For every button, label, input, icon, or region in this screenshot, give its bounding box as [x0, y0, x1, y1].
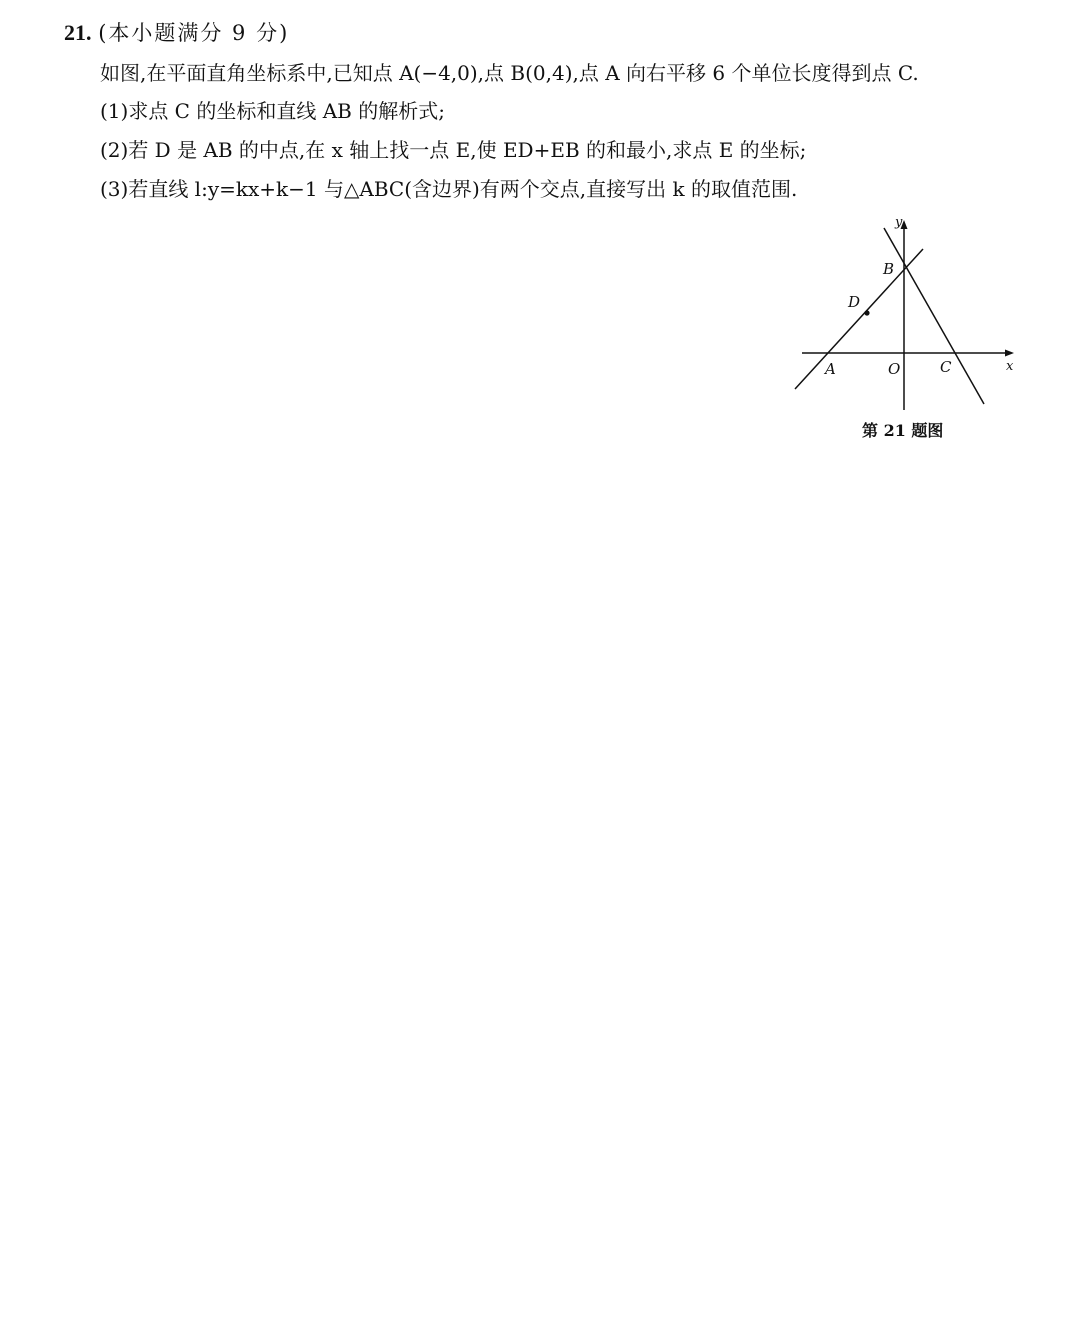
point-d-label: D [848, 293, 861, 311]
point-b-label: B [883, 260, 895, 278]
origin-label: O [888, 360, 901, 378]
problem-part-2: (2)若 D 是 AB 的中点,在 x 轴上找一点 E,使 ED+EB 的和最小,求点 E 的坐标; [100, 138, 807, 162]
x-axis-arrow-icon [1005, 350, 1014, 357]
problem-number: 21. [64, 20, 92, 45]
point-c-label: C [940, 358, 952, 376]
figure-caption: 第 21 题图 [862, 421, 944, 440]
figure-canvas [790, 212, 1025, 412]
problem-statement: 如图,在平面直角坐标系中,已知点 A(−4,0),点 B(0,4),点 A 向右平移 6 个单位长度得到点 C. [100, 61, 919, 85]
problem-score: (本小题满分 9 分) [98, 21, 290, 45]
coordinate-figure [790, 212, 1025, 412]
x-axis-label: x [1006, 359, 1014, 374]
problem-part-3: (3)若直线 l:y=kx+k−1 与△ABC(含边界)有两个交点,直接写出 k 的取值范围. [100, 177, 798, 201]
point-d-dot [864, 310, 869, 315]
point-a-label: A [825, 360, 836, 378]
problem-header [64, 18, 289, 48]
problem-part-1: (1)求点 C 的坐标和直线 AB 的解析式; [100, 99, 445, 123]
y-axis-label: y [895, 215, 903, 230]
